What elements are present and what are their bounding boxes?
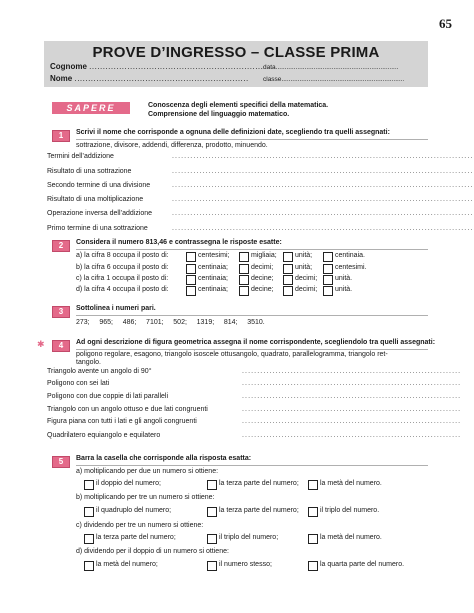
- data-row: [263, 64, 398, 71]
- question-3-number: 3: [52, 306, 70, 318]
- checkbox-label: la terza parte del numero;: [219, 480, 299, 487]
- question-2-prompt: Considera il numero 813,46 e contrassegna le risposte esatte:: [76, 239, 282, 246]
- cognome-row: [50, 62, 263, 71]
- question-1-number: 1: [52, 130, 70, 142]
- sapere-line-1: Conoscenza degli elementi specifici della matematica.: [148, 102, 329, 109]
- nome-row: [50, 74, 249, 83]
- checkbox[interactable]: [84, 561, 94, 571]
- checkbox-label: la metà del numero.: [320, 480, 382, 487]
- checkbox[interactable]: [186, 264, 196, 274]
- checkbox-label: il triplo del numero;: [219, 534, 279, 541]
- question-5-number: 5: [52, 456, 70, 468]
- definition-label: Secondo termine di una divisione: [47, 182, 151, 189]
- page-title: PROVE D’INGRESSO – CLASSE PRIMA: [92, 44, 380, 61]
- data-field[interactable]: ....................................................................: [275, 64, 399, 71]
- checkbox[interactable]: [323, 264, 333, 274]
- digit-question-label: d) la cifra 4 occupa il posto di:: [76, 286, 169, 293]
- question-3-prompt: Sottolinea i numeri pari.: [76, 305, 156, 312]
- checkbox-label: la quarta parte del numero.: [320, 561, 405, 568]
- sapere-badge: SAPERE: [52, 102, 130, 114]
- checkbox-label: centinaia;: [198, 286, 228, 293]
- digit-question-label: a) la cifra 8 occupa il posto di:: [76, 252, 169, 259]
- checkbox-label: la metà del numero.: [320, 534, 382, 541]
- answer-field[interactable]: ........................................................................: [242, 418, 462, 425]
- figure-description: Poligono con sei lati: [47, 380, 110, 387]
- question-4-prompt: Ad ogni descrizione di figura geometrica assegna il nome corrispondente, scegliendolo tra quelli assegnati:: [76, 339, 436, 346]
- checkbox-label: unità.: [335, 286, 353, 293]
- checkbox[interactable]: [239, 252, 249, 262]
- checkbox-label: centesimi;: [198, 252, 230, 259]
- checkbox[interactable]: [84, 480, 94, 490]
- figure-description: Triangolo avente un angolo di 90°: [47, 368, 152, 375]
- multiple-choice-question: d) dividendo per il doppio di un numero si ottiene:: [76, 548, 229, 555]
- definition-label: Risultato di una sottrazione: [47, 168, 132, 175]
- figure-description: Figura piana con tutti i lati e gli angoli congruenti: [47, 418, 197, 425]
- checkbox-label: decimi;: [251, 264, 274, 271]
- checkbox-label: unità;: [295, 264, 313, 271]
- answer-field[interactable]: ........................................................................: [242, 393, 462, 400]
- answer-field[interactable]: ...................................................................................................: [172, 225, 474, 232]
- checkbox[interactable]: [239, 286, 249, 296]
- classe-label: classe: [263, 76, 282, 83]
- checkbox[interactable]: [283, 252, 293, 262]
- answer-field[interactable]: ...................................................................................................: [172, 153, 474, 160]
- checkbox-label: centinaia;: [198, 275, 228, 282]
- question-5-rule: [76, 465, 428, 466]
- checkbox-label: decimi;: [295, 286, 318, 293]
- question-1-prompt: Scrivi il nome che corrisponde a ognuna delle definizioni date, scegliendo tra quelli assegnati:: [76, 129, 390, 136]
- definition-label: Termini dell’addizione: [47, 153, 114, 160]
- checkbox[interactable]: [186, 252, 196, 262]
- question-4-number: 4: [52, 340, 70, 352]
- checkbox-label: decimi;: [295, 275, 318, 282]
- checkbox-label: migliaia;: [251, 252, 277, 259]
- classe-row: [263, 76, 404, 83]
- checkbox[interactable]: [308, 480, 318, 490]
- digit-question-label: c) la cifra 1 occupa il posto di:: [76, 275, 169, 282]
- answer-field[interactable]: ........................................................................: [242, 432, 462, 439]
- checkbox[interactable]: [239, 275, 249, 285]
- checkbox-label: la terza parte del numero;: [96, 534, 176, 541]
- nome-field[interactable]: ................................................................: [74, 74, 249, 83]
- checkbox[interactable]: [283, 286, 293, 296]
- checkbox[interactable]: [283, 275, 293, 285]
- definition-label: Primo termine di una sottrazione: [47, 225, 148, 232]
- checkbox[interactable]: [283, 264, 293, 274]
- header-box: [44, 41, 428, 87]
- answer-field[interactable]: ...................................................................................................: [172, 210, 474, 217]
- answer-field[interactable]: ........................................................................: [242, 368, 462, 375]
- classe-field[interactable]: ....................................................................: [281, 76, 405, 83]
- checkbox[interactable]: [84, 507, 94, 517]
- figure-description: Triangolo con un angolo ottuso e due lati congruenti: [47, 406, 208, 413]
- question-1-rule: [76, 139, 428, 140]
- checkbox[interactable]: [308, 507, 318, 517]
- question-2-rule: [76, 249, 428, 250]
- checkbox[interactable]: [239, 264, 249, 274]
- definition-label: Operazione inversa dell’addizione: [47, 210, 153, 217]
- answer-field[interactable]: ...................................................................................................: [172, 182, 474, 189]
- checkbox[interactable]: [186, 286, 196, 296]
- checkbox-label: il triplo del numero.: [320, 507, 380, 514]
- multiple-choice-question: c) dividendo per tre un numero si ottiene:: [76, 522, 204, 529]
- sapere-description: [148, 101, 328, 119]
- answer-field[interactable]: ...................................................................................................: [172, 196, 474, 203]
- checkbox[interactable]: [308, 534, 318, 544]
- data-label: data: [263, 64, 276, 71]
- multiple-choice-question: b) moltiplicando per tre un numero si ottiene:: [76, 494, 215, 501]
- checkbox[interactable]: [323, 286, 333, 296]
- cognome-field[interactable]: ................................................................: [89, 62, 264, 71]
- checkbox-label: centesimi.: [335, 264, 367, 271]
- checkbox-label: il doppio del numero;: [96, 480, 161, 487]
- checkbox[interactable]: [207, 561, 217, 571]
- sapere-line-2: Comprensione del linguaggio matematico.: [148, 111, 290, 118]
- digit-question-label: b) la cifra 6 occupa il posto di:: [76, 264, 169, 271]
- figure-description: Quadrilatero equiangolo e equilatero: [47, 432, 161, 439]
- checkbox[interactable]: [323, 275, 333, 285]
- multiple-choice-question: a) moltiplicando per due un numero si ottiene:: [76, 468, 219, 475]
- question-1-options: sottrazione, divisore, addendi, differenza, prodotto, minuendo.: [76, 142, 268, 149]
- checkbox[interactable]: [84, 534, 94, 544]
- answer-field[interactable]: ........................................................................: [242, 406, 462, 413]
- question-4-options-2: tangolo.: [76, 359, 101, 366]
- figure-description: Poligono con due coppie di lati paralleli: [47, 393, 169, 400]
- answer-field[interactable]: ........................................................................: [242, 380, 462, 387]
- checkbox[interactable]: [207, 534, 217, 544]
- checkbox-label: centinaia;: [198, 264, 228, 271]
- checkbox[interactable]: [186, 275, 196, 285]
- question-5-prompt: Barra la casella che corrisponde alla risposta esatta:: [76, 455, 252, 462]
- checkbox-label: il quadruplo del numero;: [96, 507, 172, 514]
- checkbox-label: il numero stesso;: [219, 561, 272, 568]
- star-icon: ✱: [37, 339, 45, 349]
- checkbox-label: la terza parte del numero;: [219, 507, 299, 514]
- nome-label: Nome: [50, 74, 73, 83]
- question-2-number: 2: [52, 240, 70, 252]
- checkbox-label: centinaia.: [335, 252, 365, 259]
- question-4-options-1: poligono regolare, esagono, triangolo isoscele ottusangolo, quadrato, parallelogramma, triangolo ret-: [76, 351, 388, 358]
- definition-label: Risultato di una moltiplicazione: [47, 196, 144, 203]
- page-number: 65: [439, 16, 452, 31]
- question-3-numbers[interactable]: 273; 965; 486; 7101; 502; 1319; 814; 3510.: [76, 319, 265, 326]
- question-3-rule: [76, 315, 428, 316]
- cognome-label: Cognome: [50, 62, 87, 71]
- checkbox[interactable]: [207, 480, 217, 490]
- checkbox[interactable]: [308, 561, 318, 571]
- checkbox-label: decine;: [251, 286, 274, 293]
- checkbox[interactable]: [207, 507, 217, 517]
- checkbox-label: unità.: [335, 275, 353, 282]
- checkbox-label: la metà del numero;: [96, 561, 158, 568]
- checkbox-label: unità;: [295, 252, 313, 259]
- answer-field[interactable]: ...................................................................................................: [172, 168, 474, 175]
- checkbox[interactable]: [323, 252, 333, 262]
- checkbox-label: decine;: [251, 275, 274, 282]
